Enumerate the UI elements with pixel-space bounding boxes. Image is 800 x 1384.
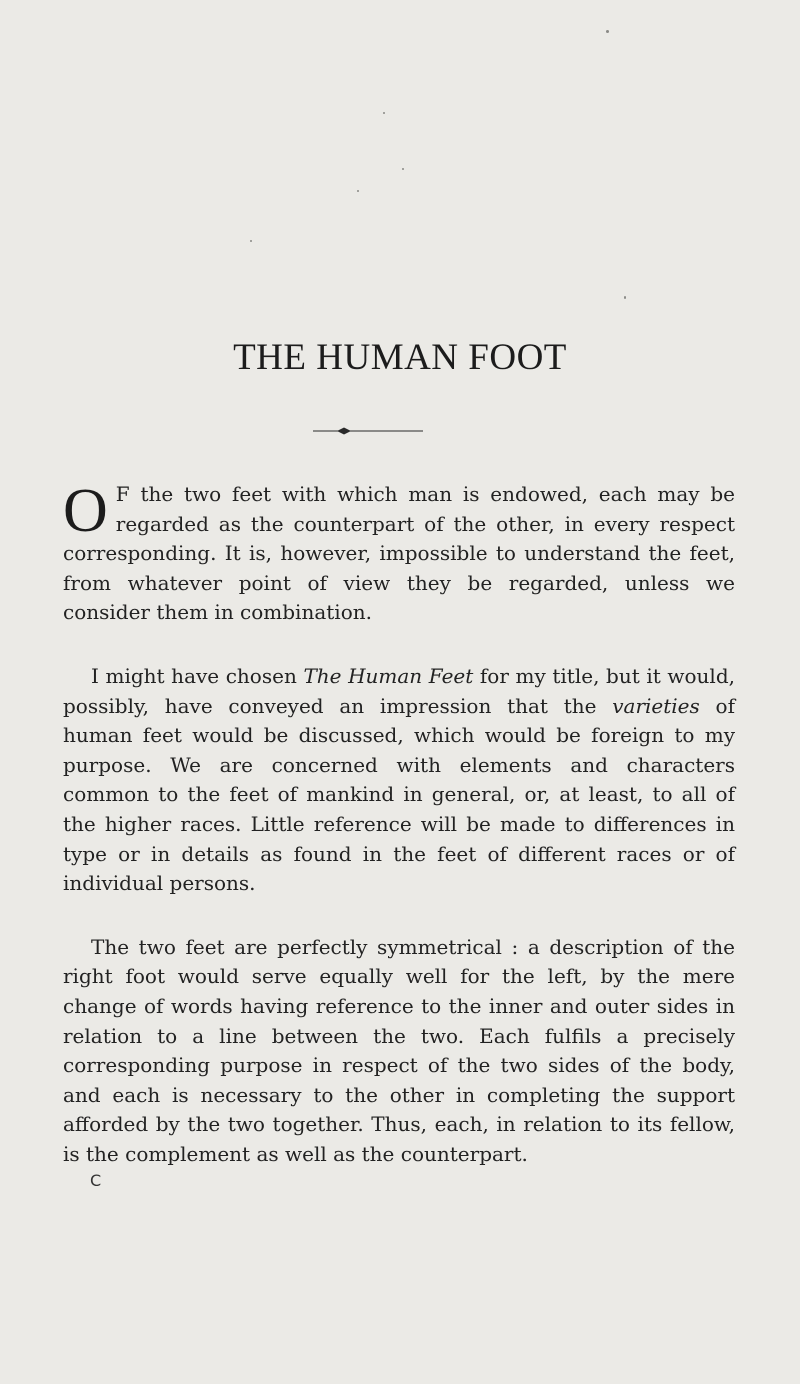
- drop-cap: O: [63, 477, 108, 545]
- paragraph-3: [63, 933, 735, 1170]
- paper-speck: [383, 112, 385, 114]
- paragraph-2-text-b: for my title, but it would, possibly, have conveyed an impression that the: [63, 663, 735, 718]
- paragraph-1-lead: F: [115, 482, 130, 506]
- divider-ornament-icon: [313, 426, 423, 436]
- paper-speck: [402, 168, 404, 170]
- signature-mark: C: [90, 1171, 102, 1190]
- paragraph-2-text-a: I might have chosen: [91, 663, 304, 688]
- paper-speck: [250, 240, 252, 242]
- paragraph-1: [63, 477, 735, 628]
- body-text: [63, 477, 735, 1169]
- page-title: THE HUMAN FOOT: [233, 337, 567, 378]
- paragraph-2-italic-a: The Human Feet: [303, 663, 474, 688]
- paper-speck: [606, 30, 609, 33]
- paragraph-2-italic-b: varieties: [612, 693, 700, 718]
- paragraph-3-text: The two feet are perfectly symmetrical : a description of the right foot would serve equally well for the left, by the mere change of words having reference to the inner and outer sides in relation to a line between the two. Each fulfils a precisely corresponding purpose in respect of the two sides of the body, and each is necessary to the other in completing the support afforded by the two together. Thus, each, in relation to its fellow, is the complement as well as the counterpart.: [63, 934, 735, 1166]
- paper-speck: [624, 296, 626, 299]
- paper-speck: [357, 190, 359, 192]
- paragraph-2: [63, 662, 735, 899]
- paragraph-2-text-c: of human feet would be discussed, which would be foreign to my purpose. We are concerned with elements and characters common to the feet of mankind in general, or, at least, to all of the higher races. Little reference will be made to differences in type or in details as found in the feet of different races or of individual persons.: [63, 693, 735, 896]
- paragraph-1-text: the two feet with which man is endowed, each may be regarded as the counterpart of the other, in every respect corresponding. It is, however, impossible to understand the feet, from whatever point of view they be regarded, unless we consider them in combination.: [63, 482, 735, 625]
